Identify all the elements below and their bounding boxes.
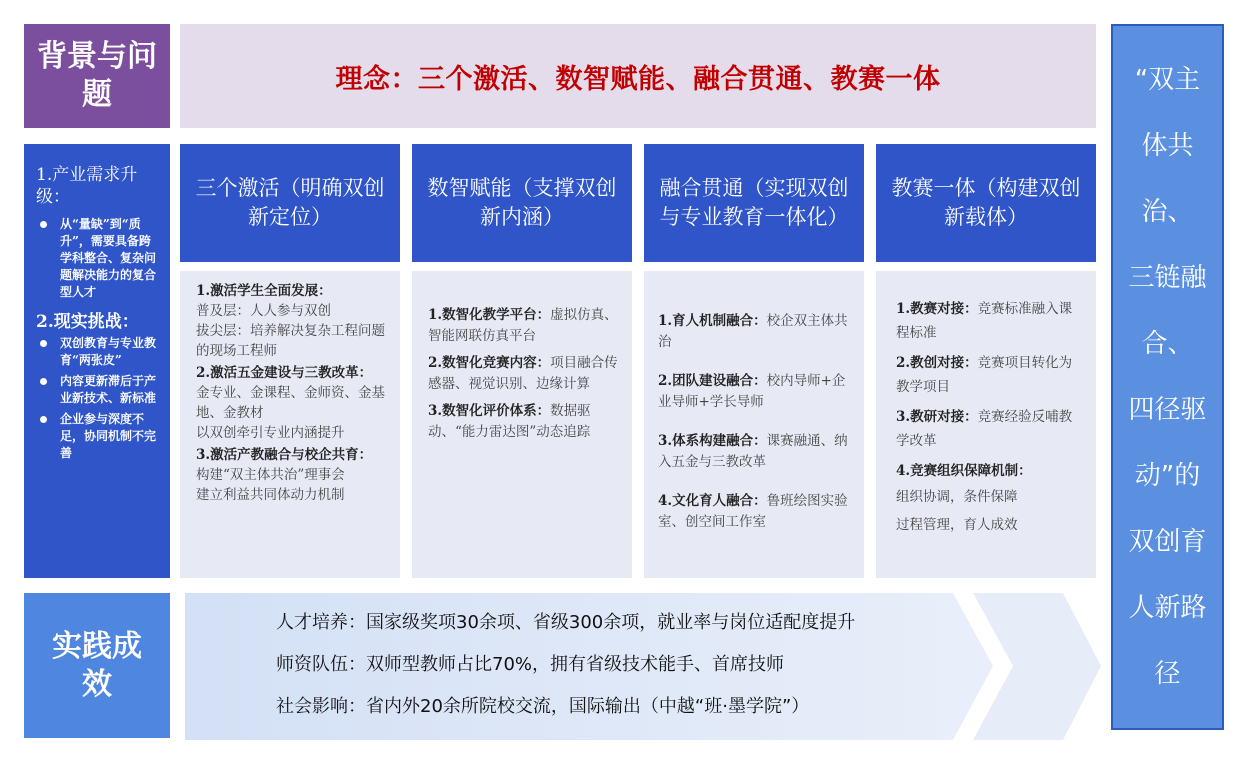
pillar-item (896, 297, 1084, 345)
pillar-item-text: 数据驱动、“能力雷达图”动态追踪 (428, 403, 591, 440)
pillar-item-text: 竞赛经验反哺教学改革 (896, 409, 1073, 449)
result-faculty: 师资队伍：双师型教师占比70%，拥有省级技术能手、首席技师 (276, 654, 785, 675)
pillar-item (428, 353, 620, 395)
result-impact: 社会影响：省内外20余所院校交流，国际输出（中越“班·墨学院”） (276, 696, 810, 717)
summary-line: 体共治、 (1141, 131, 1194, 227)
pillar-item-heading: 2.数智化竞赛内容： (428, 355, 551, 371)
pillar-item (658, 371, 852, 413)
industry-demand-list (34, 216, 162, 301)
result-talent: 人才培养：国家级奖项30余项、省级300余项，就业率与岗位适配度提升 (276, 612, 856, 633)
results-label: 实践成效 (52, 628, 142, 702)
summary-line: 合、 (1141, 329, 1194, 359)
pillar-header-digital (412, 144, 632, 262)
pillar-item-text: 课赛融通、纳入五金与三教改革 (658, 433, 848, 470)
pillar-header-integration (644, 144, 864, 262)
pillar-item-heading: 2.团队建设融合： (658, 373, 767, 389)
list-item: 企业参与深度不足，协同机制不完善 (34, 411, 162, 462)
pillar-header-activation (180, 144, 400, 262)
pillar-item (196, 445, 390, 505)
summary-line: 四径驱 (1128, 395, 1207, 425)
list-item: 内容更新滞后于产业新技术、新标准 (34, 373, 162, 407)
pillar-item-heading: 3.激活产教融合与校企共育： (196, 447, 373, 463)
pillar-item-text: 校内导师+企业导师+学长导师 (658, 373, 846, 410)
pillar-item-text: 组织协调，条件保障 过程管理，育人成效 (896, 489, 1018, 533)
pillar-item-heading: 1.教赛对接： (896, 301, 978, 317)
background-label: 背景与问题 (37, 39, 157, 112)
pillar-item-heading: 4.文化育人融合： (658, 493, 767, 509)
summary-line: 人新路 (1128, 593, 1207, 623)
challenges-title: 2.现实挑战： (36, 312, 139, 332)
background-label-box (24, 24, 170, 128)
background-problems-panel (24, 144, 170, 578)
pillar-item-text: 竞赛标准融入课程标准 (896, 301, 1073, 341)
pillar-item-text: 项目融合传感器、视觉识别、边缘计算 (428, 355, 618, 392)
results-label-box (24, 593, 170, 738)
industry-demand-title: 1.产业需求升级： (36, 165, 138, 207)
pillar-item (658, 491, 852, 533)
pillar-item (428, 401, 620, 443)
pillar-item-text: 构建“双主体共治”理事会 建立利益共同体动力机制 (196, 467, 345, 503)
challenges-list (34, 335, 162, 462)
pillar-item (428, 305, 620, 347)
list-item: 双创教育与专业教育“两张皮” (34, 335, 162, 369)
pillar-item (196, 363, 390, 443)
pillar-body-activation (180, 271, 400, 578)
summary-panel (1111, 24, 1224, 730)
idea-title: 理念：三个激活、数智赋能、融合贯通、教赛一体 (335, 63, 941, 95)
pillar-item-heading: 3.体系构建融合： (658, 433, 767, 449)
pillar-item (196, 281, 390, 361)
summary-text (1117, 47, 1218, 707)
pillar-item (896, 405, 1084, 453)
pillar-item-heading: 2.激活五金建设与三教改革： (196, 365, 373, 381)
summary-line: 径 (1154, 659, 1181, 689)
pillar-body-integration (644, 271, 864, 578)
pillar-title: 三个激活（明确双创新定位） (195, 176, 385, 229)
pillar-title: 融合贯通（实现双创与专业教育一体化） (659, 176, 849, 229)
pillar-item (658, 311, 852, 353)
pillar-item-heading: 3.数智化评价体系： (428, 403, 551, 419)
summary-line: “双主 (1134, 65, 1201, 95)
pillar-title: 教赛一体（构建双创新载体） (891, 176, 1081, 229)
pillar-item-heading: 3.教研对接： (896, 409, 978, 425)
pillar-item-text: 鲁班绘图实验室、创空间工作室 (658, 493, 848, 530)
list-item: 从“量缺”到“质升”，需要具备跨学科整合、复杂问题解决能力的复合型人才 (34, 216, 162, 301)
pillar-item-heading: 1.育人机制融合： (658, 313, 767, 329)
summary-line: 三链融 (1128, 263, 1207, 293)
pillar-item-text: 竞赛项目转化为教学项目 (896, 355, 1073, 395)
pillar-item (896, 351, 1084, 399)
pillar-item (658, 431, 852, 473)
pillar-body-competition (876, 271, 1096, 578)
summary-line: 动”的 (1134, 461, 1201, 491)
pillar-item-text: 普及层：人人参与双创 拔尖层：培养解决复杂工程问题的现场工程师 (196, 303, 385, 359)
pillar-item-heading: 1.数智化教学平台： (428, 307, 551, 323)
idea-banner (180, 24, 1096, 128)
pillar-item-heading: 4.竞赛组织保障机制： (896, 463, 1032, 479)
pillar-item (896, 459, 1084, 539)
pillar-item-text: 校企双主体共治 (658, 313, 848, 350)
summary-line: 双创育 (1128, 527, 1207, 557)
pillar-body-digital (412, 271, 632, 578)
pillar-item-heading: 2.教创对接： (896, 355, 978, 371)
pillar-item-text: 虚拟仿真、智能网联仿真平台 (428, 307, 618, 344)
pillar-item-text: 金专业、金课程、金师资、金基地、金教材 以双创牵引专业内涵提升 (196, 385, 385, 441)
pillar-header-competition (876, 144, 1096, 262)
pillar-item-heading: 1.激活学生全面发展： (196, 283, 332, 299)
pillar-title: 数智赋能（支撑双创新内涵） (427, 176, 617, 229)
